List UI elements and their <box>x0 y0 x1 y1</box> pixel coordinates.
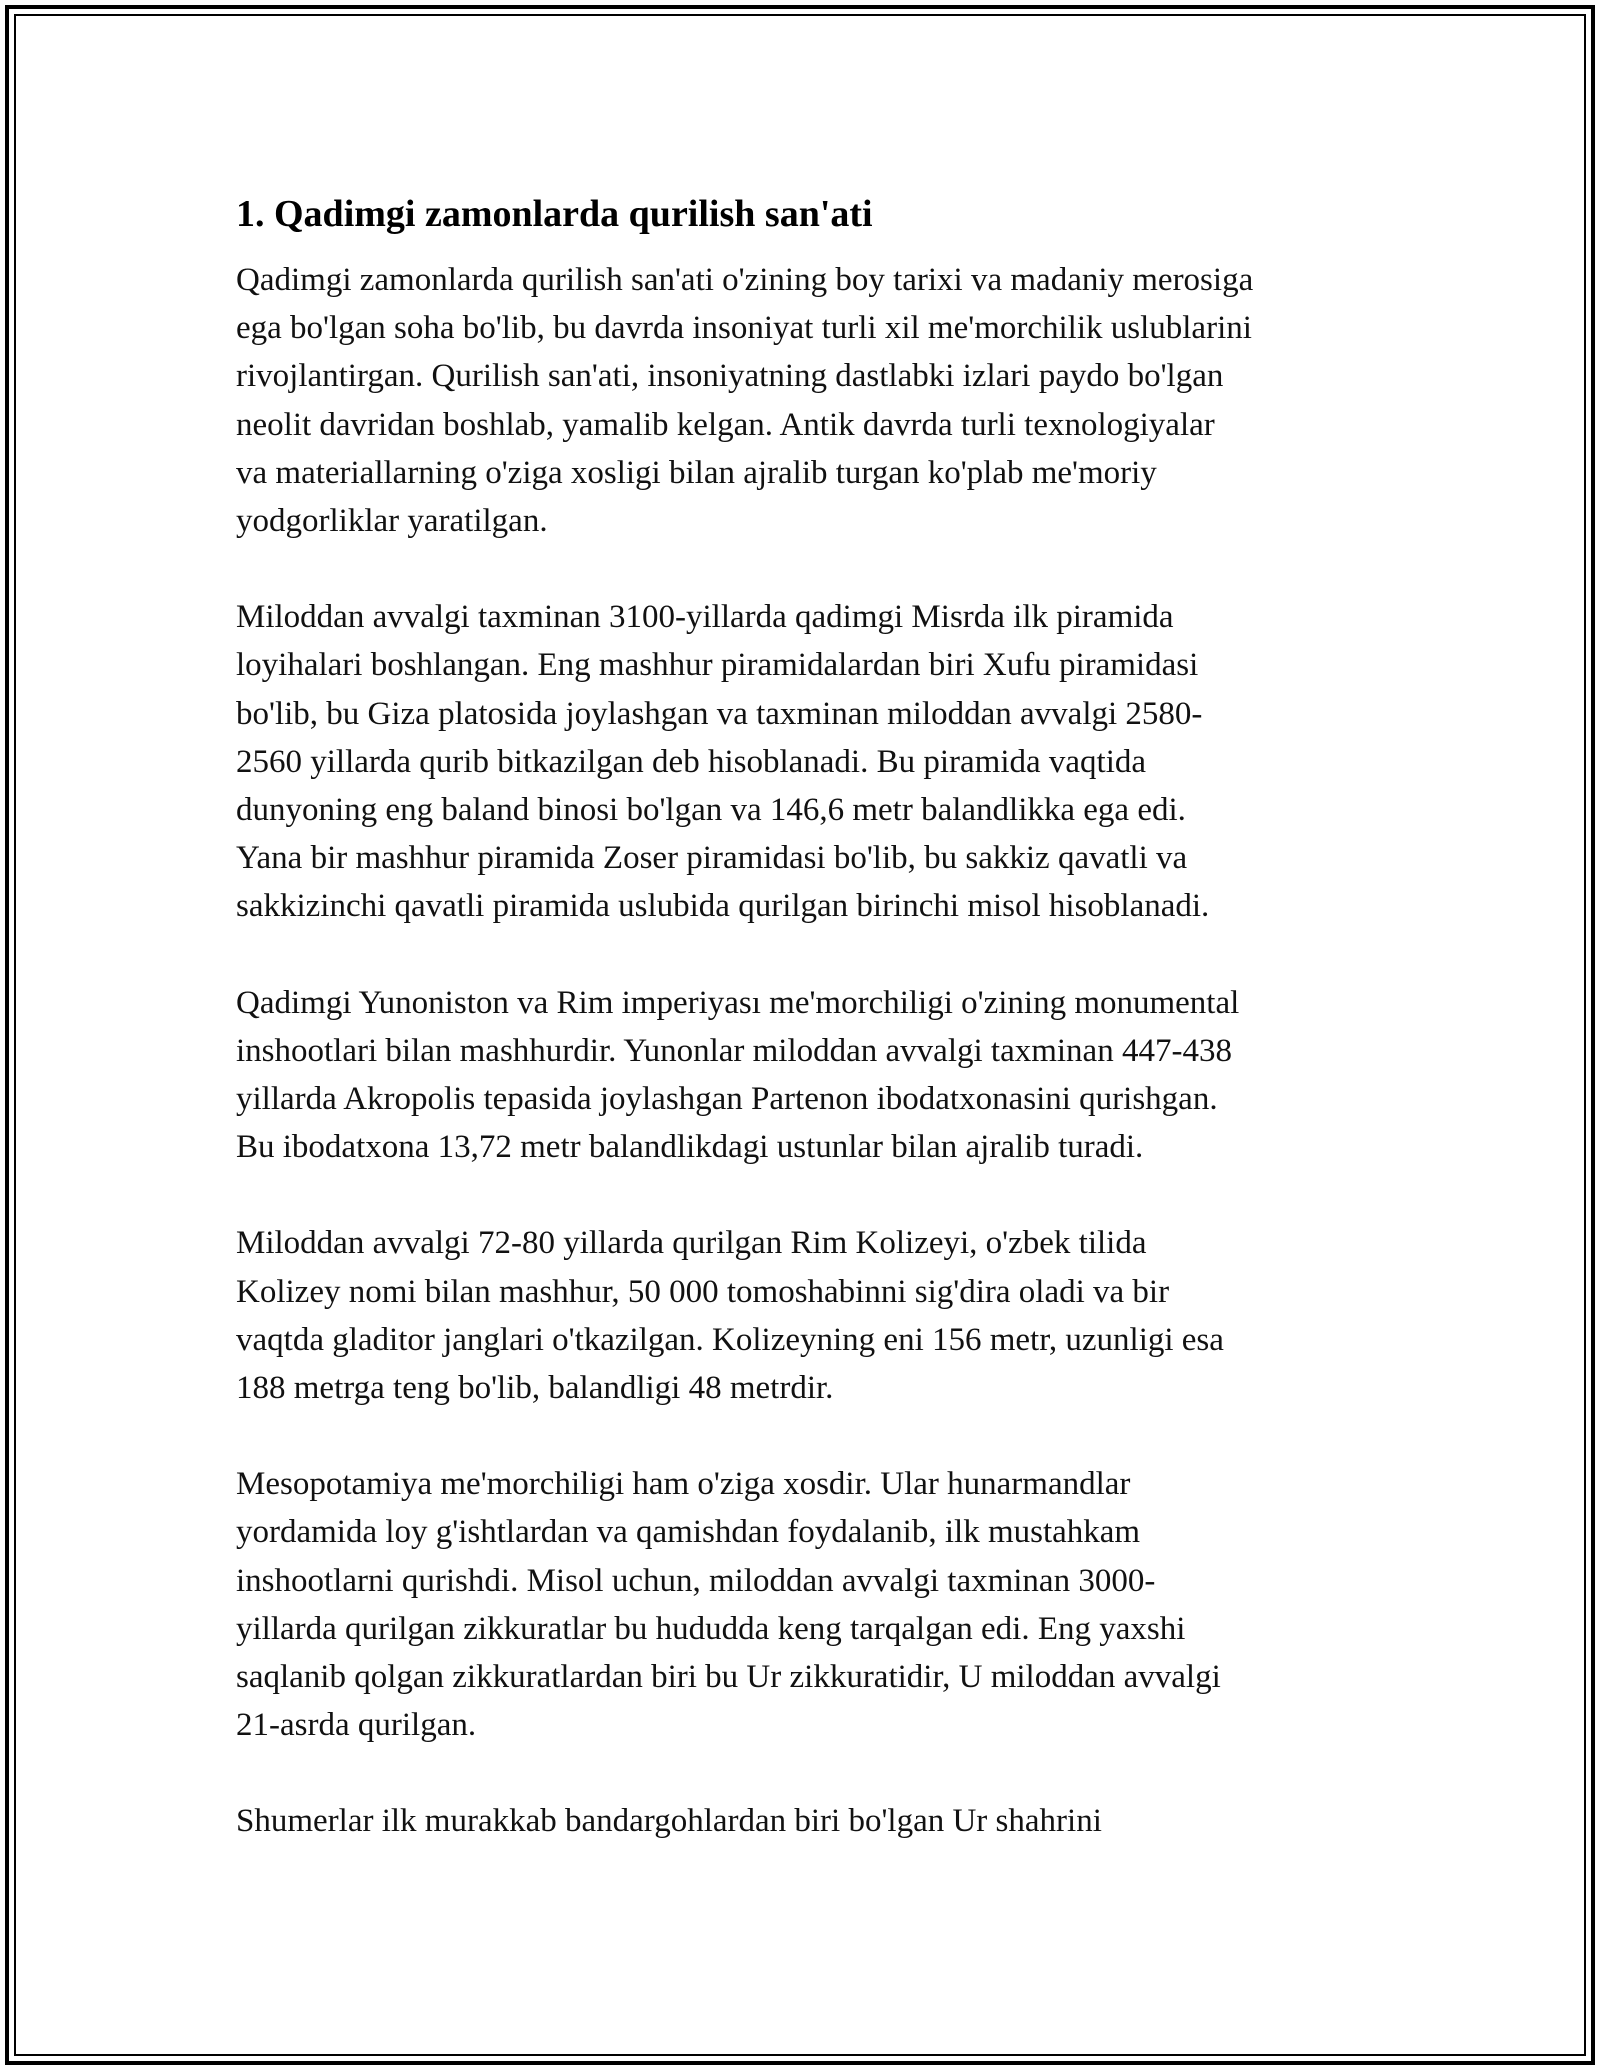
text-line: Kolizey nomi bilan mashhur, 50 000 tomoshabinni sig'dira oladi va bir <box>236 1273 1170 1310</box>
text-line: 21-asrda qurilgan. <box>236 1707 477 1744</box>
text-line: rivojlantirgan. Qurilish san'ati, insoniyatning dastlabki izlari paydo bo'lgan <box>236 358 1224 395</box>
text-line: Bu ibodatxona 13,72 metr balandlikdagi ustunlar bilan ajralib turadi. <box>236 1129 1144 1166</box>
section-heading: 1. Qadimgi zamonlarda qurilish san'ati <box>236 193 873 235</box>
text-line: inshootlarni qurishdi. Misol uchun, miloddan avvalgi taxminan 3000- <box>236 1562 1156 1599</box>
paragraph-intro <box>236 256 1376 545</box>
text-line: Qadimgi zamonlarda qurilish san'ati o'zining boy tarixi va madaniy merosiga <box>236 262 1254 298</box>
text-line: Miloddan avvalgi taxminan 3100-yillarda qadimgi Misrda ilk piramida <box>236 599 1174 636</box>
text-line: Shumerlar ilk murakkab bandargohlardan biri bo'lgan Ur shahrini <box>236 1803 1102 1840</box>
text-line: sakkizinchi qavatli piramida uslubida qurilgan birinchi misol hisoblanadi. <box>236 888 1210 925</box>
text-line: bo'lib, bu Giza platosida joylashgan va taxminan miloddan avvalgi 2580- <box>236 695 1203 732</box>
text-line: ega bo'lgan soha bo'lib, bu davrda insoniyat turli xil me'morchilik uslublarini <box>236 310 1252 347</box>
text-line: yillarda Akropolis tepasida joylashgan Partenon ibodatxonasini qurishgan. <box>236 1081 1218 1118</box>
text-line: Mesopotamiya me'morchiligi ham o'ziga xosdir. Ular hunarmandlar <box>236 1466 1131 1503</box>
paragraph-greece-rome <box>236 979 1376 1172</box>
text-line: loyihalari boshlangan. Eng mashhur piramidalardan biri Xufu piramidasi <box>236 647 1199 684</box>
text-line: dunyoning eng baland binosi bo'lgan va 146,6 metr balandlikka ega edi. <box>236 792 1186 829</box>
paragraph-mesopotamia <box>236 1460 1376 1749</box>
text-line: Yana bir mashhur piramida Zoser piramidasi bo'lib, bu sakkiz qavatli va <box>236 840 1188 877</box>
text-line: yordamida loy g'ishtlardan va qamishdan foydalanib, ilk mustahkam <box>236 1514 1141 1551</box>
text-line: Miloddan avvalgi 72-80 yillarda qurilgan Rim Kolizeyi, o'zbek tilida <box>236 1225 1147 1262</box>
text-line: yodgorliklar yaratilgan. <box>236 503 548 540</box>
text-line: inshootlari bilan mashhurdir. Yunonlar miloddan avvalgi taxminan 447-438 <box>236 1032 1232 1069</box>
text-line: saqlanib qolgan zikkuratlardan biri bu Ur zikkuratidir, U miloddan avvalgi <box>236 1659 1221 1696</box>
text-line: yillarda qurilgan zikkuratlar bu hududda keng tarqalgan edi. Eng yaxshi <box>236 1610 1186 1647</box>
text-line: vaqtda gladitor janglari o'tkazilgan. Kolizeyning eni 156 metr, uzunligi esa <box>236 1321 1224 1358</box>
paragraph-egypt <box>236 593 1376 930</box>
text-line: Qadimgi Yunoniston va Rim imperiyası me'morchiligi o'zining monumental <box>236 984 1240 1021</box>
document-body <box>236 186 1376 1894</box>
paragraph-colosseum <box>236 1219 1376 1412</box>
paragraph-sumer <box>236 1797 1376 1845</box>
text-line: va materiallarning o'ziga xosligi bilan ajralib turgan ko'plab me'moriy <box>236 454 1157 491</box>
text-line: neolit davridan boshlab, yamalib kelgan. Antik davrda turli texnologiyalar <box>236 406 1215 443</box>
text-line: 188 metrga teng bo'lib, balandligi 48 metrdir. <box>236 1370 834 1407</box>
text-line: 2560 yillarda qurib bitkazilgan deb hisoblanadi. Bu piramida vaqtida <box>236 743 1147 780</box>
